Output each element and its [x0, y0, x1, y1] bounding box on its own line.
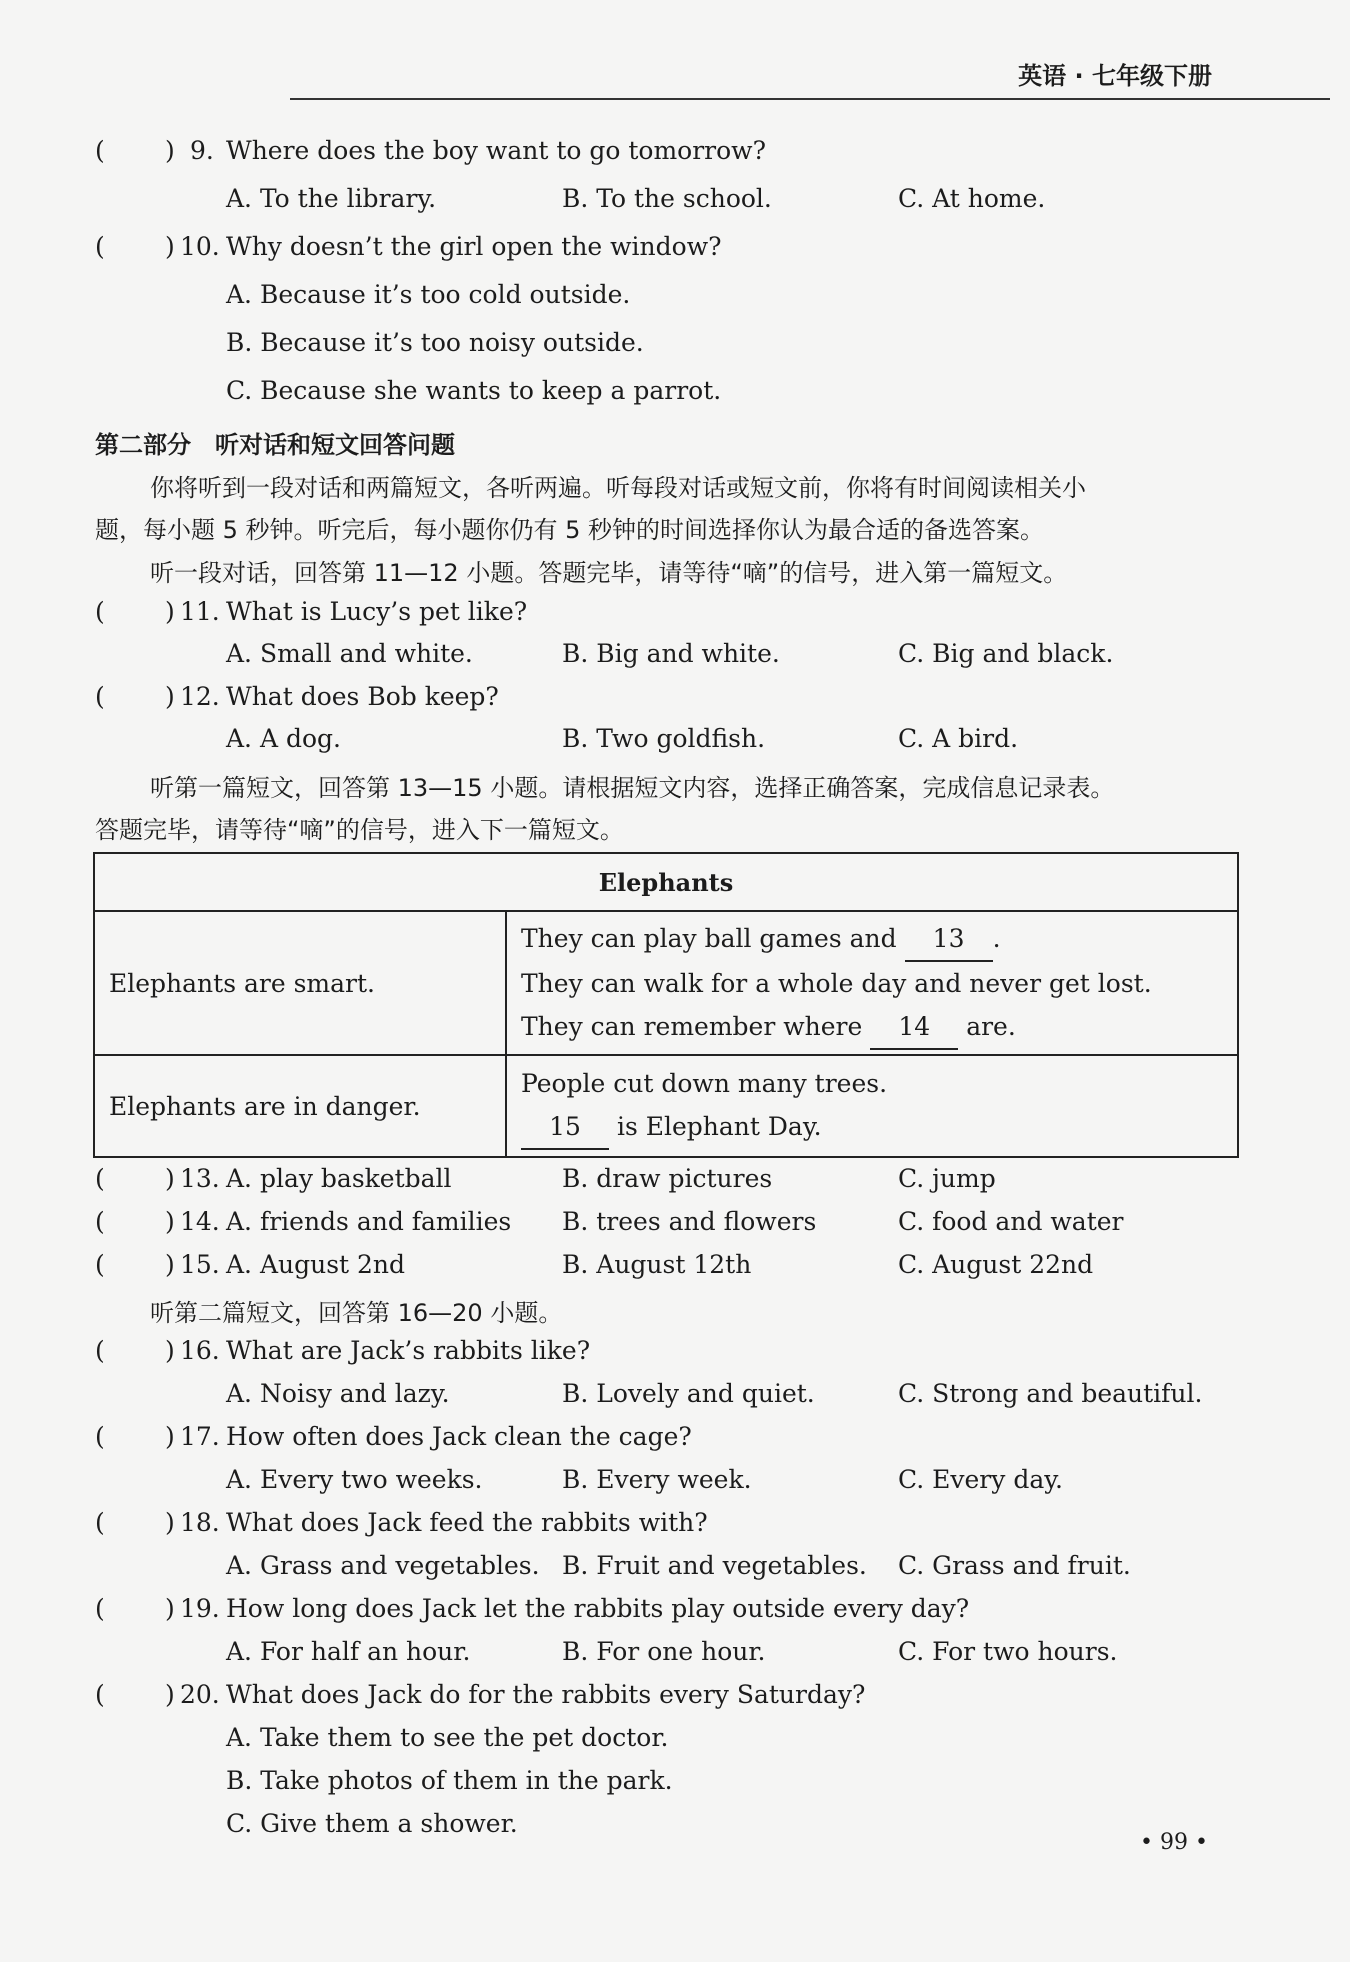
- answer-paren-open[interactable]: (: [95, 1164, 105, 1193]
- answer-paren-open[interactable]: (: [95, 1207, 105, 1236]
- question-text: What does Jack do for the rabbits every Saturday?: [226, 1680, 866, 1709]
- option-b: B. For one hour.: [562, 1637, 766, 1666]
- question-number: 17.: [180, 1422, 220, 1451]
- question-number: 13.: [180, 1164, 220, 1193]
- answer-paren-open[interactable]: (: [95, 1508, 105, 1537]
- table-text: People cut down many trees.: [521, 1069, 888, 1098]
- table-row-content: [506, 911, 1238, 1055]
- answer-paren-close: ): [165, 1508, 175, 1537]
- option-b: B. Every week.: [562, 1465, 752, 1494]
- page-header: [290, 56, 1330, 100]
- blank-15: 15: [521, 1105, 609, 1150]
- option-c: C. Grass and fruit.: [898, 1551, 1131, 1580]
- table-text: They can remember where: [521, 1011, 863, 1041]
- answer-paren-open[interactable]: (: [95, 1594, 105, 1623]
- question-text: Where does the boy want to go tomorrow?: [226, 136, 766, 165]
- question-number: 11.: [180, 597, 220, 626]
- answer-paren-open[interactable]: (: [95, 136, 105, 165]
- option-b: B. Fruit and vegetables.: [562, 1551, 867, 1580]
- option-b: B. trees and flowers: [562, 1207, 817, 1236]
- elephants-info-table: [93, 852, 1239, 1158]
- question-number: 14.: [180, 1207, 220, 1236]
- option-b: B. Take photos of them in the park.: [226, 1766, 673, 1795]
- option-b: B. Lovely and quiet.: [562, 1379, 815, 1408]
- table-text: They can walk for a whole day and never get lost.: [521, 968, 1152, 998]
- answer-paren-close: ): [165, 1336, 175, 1365]
- question-text: How long does Jack let the rabbits play outside every day?: [226, 1594, 970, 1623]
- table-row-content: [506, 1055, 1238, 1157]
- option-c: C. A bird.: [898, 724, 1019, 753]
- question-text: What is Lucy’s pet like?: [226, 597, 528, 626]
- answer-paren-close: ): [165, 1422, 175, 1451]
- intro-line-1: 你将听到一段对话和两篇短文，各听两遍。听每段对话或短文前，你将有时间阅读相关小: [150, 474, 1086, 502]
- answer-paren-close: ): [165, 1594, 175, 1623]
- page-number: • 99 •: [1140, 1830, 1208, 1855]
- option-b: B. draw pictures: [562, 1164, 773, 1193]
- question-number: 10.: [180, 232, 220, 261]
- question-text: What does Jack feed the rabbits with?: [226, 1508, 708, 1537]
- blank-14: 14: [870, 1005, 958, 1050]
- option-c: C. August 22nd: [898, 1250, 1094, 1279]
- option-c: C. Because she wants to keep a parrot.: [226, 376, 722, 405]
- option-a: A. August 2nd: [226, 1250, 406, 1279]
- text1-instruction-line-2: 答题完毕，请等待“嘀”的信号，进入下一篇短文。: [95, 816, 624, 844]
- answer-paren-open[interactable]: (: [95, 597, 105, 626]
- option-c: C. food and water: [898, 1207, 1124, 1236]
- question-number: 12.: [180, 682, 220, 711]
- option-c: C. At home.: [898, 184, 1046, 213]
- question-number: 18.: [180, 1508, 220, 1537]
- answer-paren-close: ): [165, 1164, 175, 1193]
- table-row-label: Elephants are in danger.: [94, 1055, 506, 1157]
- answer-paren-open[interactable]: (: [95, 1250, 105, 1279]
- answer-paren-open[interactable]: (: [95, 1336, 105, 1365]
- option-c: C. Every day.: [898, 1465, 1063, 1494]
- answer-paren-open[interactable]: (: [95, 682, 105, 711]
- answer-paren-open[interactable]: (: [95, 1422, 105, 1451]
- text1-instruction-line-1: 听第一篇短文，回答第 13—15 小题。请根据短文内容，选择正确答案，完成信息记录表。: [150, 774, 1115, 802]
- option-b: B. Because it’s too noisy outside.: [226, 328, 644, 357]
- option-a: A. For half an hour.: [226, 1637, 471, 1666]
- question-number: 9.: [190, 136, 214, 165]
- table-title: Elephants: [94, 853, 1238, 911]
- option-a: A. Small and white.: [226, 639, 473, 668]
- table-text: is Elephant Day.: [616, 1112, 822, 1141]
- option-b: B. Two goldfish.: [562, 724, 766, 753]
- answer-paren-open[interactable]: (: [95, 1680, 105, 1709]
- dialog-instruction: 听一段对话，回答第 11—12 小题。答题完毕，请等待“嘀”的信号，进入第一篇短文。: [150, 559, 1068, 587]
- question-number: 15.: [180, 1250, 220, 1279]
- answer-paren-close: ): [165, 1680, 175, 1709]
- option-a: A. Every two weeks.: [226, 1465, 483, 1494]
- answer-paren-close: ): [165, 1207, 175, 1236]
- table-text: are.: [966, 1011, 1016, 1041]
- answer-paren-open[interactable]: (: [95, 232, 105, 261]
- option-b: B. To the school.: [562, 184, 772, 213]
- question-text: How often does Jack clean the cage?: [226, 1422, 692, 1451]
- option-a: A. play basketball: [226, 1164, 452, 1193]
- option-a: A. Noisy and lazy.: [226, 1379, 450, 1408]
- option-c: C. Strong and beautiful.: [898, 1379, 1203, 1408]
- answer-paren-close: ): [165, 232, 175, 261]
- question-text: What are Jack’s rabbits like?: [226, 1336, 591, 1365]
- blank-13: 13: [905, 917, 993, 962]
- option-b: B. Big and white.: [562, 639, 780, 668]
- answer-paren-close: ): [165, 682, 175, 711]
- option-a: A. Grass and vegetables.: [226, 1551, 540, 1580]
- table-text: They can play ball games and: [521, 923, 897, 953]
- option-a: A. To the library.: [226, 184, 437, 213]
- question-number: 19.: [180, 1594, 220, 1623]
- header-title: 英语 · 七年级下册: [1018, 62, 1212, 90]
- answer-paren-close: ): [165, 597, 175, 626]
- question-number: 16.: [180, 1336, 220, 1365]
- option-a: A. A dog.: [226, 724, 341, 753]
- option-c: C. For two hours.: [898, 1637, 1118, 1666]
- intro-line-2: 题，每小题 5 秒钟。听完后，每小题你仍有 5 秒钟的时间选择你认为最合适的备选答案。: [95, 516, 1045, 544]
- question-text: Why doesn’t the girl open the window?: [226, 232, 722, 261]
- question-number: 20.: [180, 1680, 220, 1709]
- option-b: B. August 12th: [562, 1250, 752, 1279]
- answer-paren-close: ): [165, 136, 175, 165]
- option-c: C. Give them a shower.: [226, 1809, 518, 1838]
- table-row-label: Elephants are smart.: [94, 911, 506, 1055]
- option-a: A. Take them to see the pet doctor.: [226, 1723, 669, 1752]
- option-a: A. friends and families: [226, 1207, 512, 1236]
- text2-instruction: 听第二篇短文，回答第 16—20 小题。: [150, 1299, 563, 1327]
- answer-paren-close: ): [165, 1250, 175, 1279]
- option-a: A. Because it’s too cold outside.: [226, 280, 631, 309]
- option-c: C. jump: [898, 1164, 996, 1193]
- option-c: C. Big and black.: [898, 639, 1114, 668]
- table-text: .: [992, 923, 1001, 953]
- question-text: What does Bob keep?: [226, 682, 499, 711]
- section-heading: 第二部分 听对话和短文回答问题: [95, 431, 455, 459]
